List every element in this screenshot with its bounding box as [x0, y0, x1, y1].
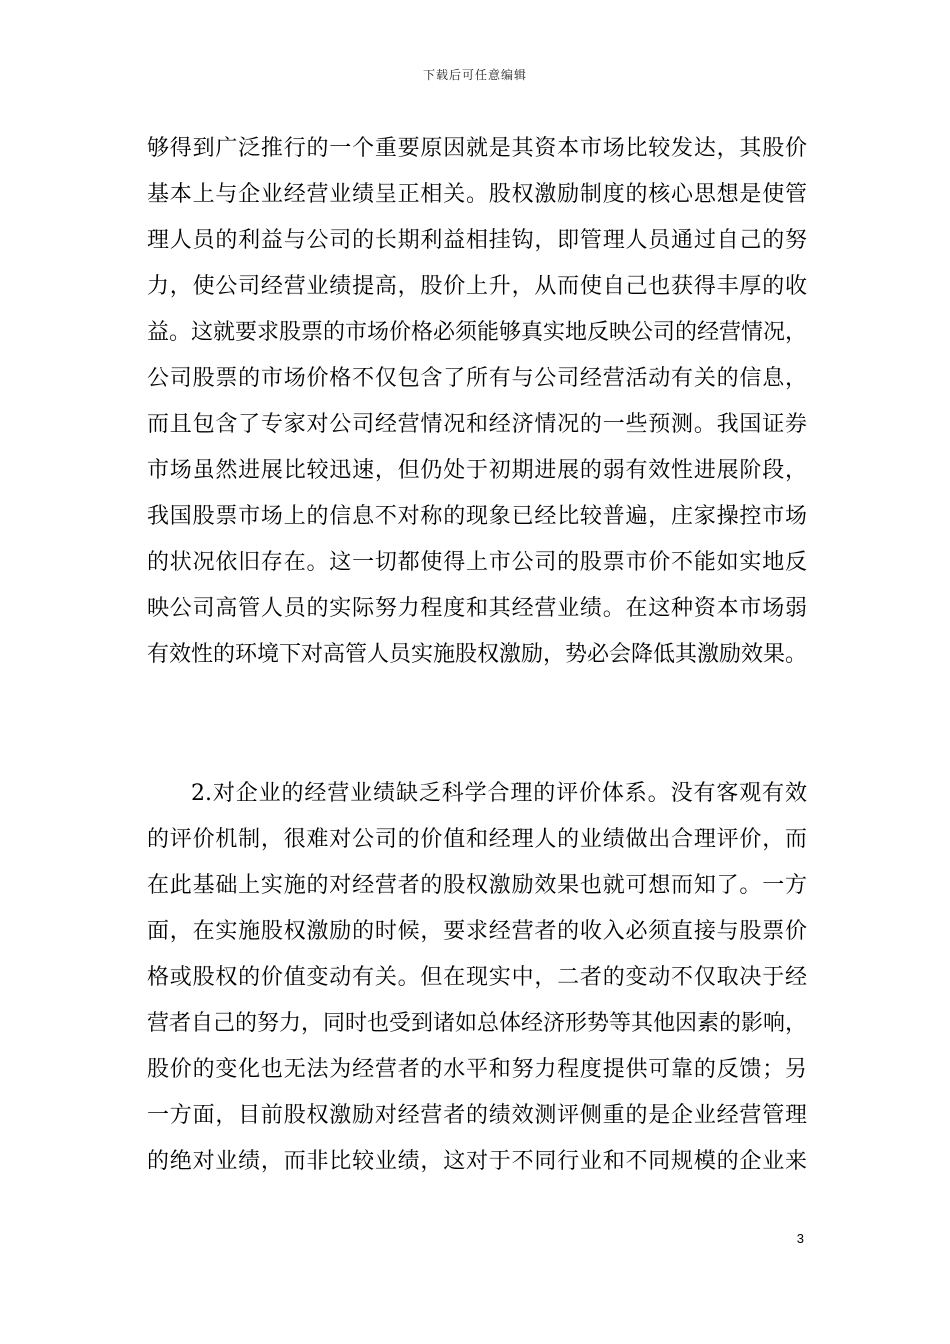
text-line: 一方面，目前股权激励对经营者的绩效测评侧重的是企业经营管理 [147, 1103, 807, 1128]
page-number: 3 [796, 1231, 804, 1246]
text-line: 面，在实施股权激励的时候，要求经营者的收入必须直接与股票价 [147, 919, 807, 944]
text-line: 而且包含了专家对公司经营情况和经济情况的一些预测。我国证券 [147, 412, 807, 437]
text-line: 格或股权的价值变动有关。但在现实中，二者的变动不仅取决于经 [147, 965, 807, 990]
text-line: 的状况依旧存在。这一切都使得上市公司的股票市价不能如实地反 [147, 550, 807, 575]
text-line: 有效性的环境下对高管人员实施股权激励，势必会降低其激励效果。 [147, 642, 808, 667]
text-line: 市场虽然进展比较迅速，但仍处于初期进展的弱有效性进展阶段， [147, 458, 807, 483]
text-line: 力，使公司经营业绩提高，股价上升，从而使自己也获得丰厚的收 [147, 274, 807, 299]
text-line: 映公司高管人员的实际努力程度和其经营业绩。在这种资本市场弱 [147, 596, 807, 621]
text-line: 2.对企业的经营业绩缺乏科学合理的评价体系。没有客观有效 [191, 781, 807, 806]
text-line: 理人员的利益与公司的长期利益相挂钩，即管理人员通过自己的努 [147, 228, 807, 253]
page-header: 下载后可任意编辑 [422, 68, 527, 82]
text-line: 够得到广泛推行的一个重要原因就是其资本市场比较发达，其股价 [147, 136, 807, 161]
text-line: 营者自己的努力，同时也受到诸如总体经济形势等其他因素的影响， [147, 1011, 808, 1036]
text-line: 的绝对业绩，而非比较业绩，这对于不同行业和不同规模的企业来 [147, 1149, 807, 1174]
text-line: 益。这就要求股票的市场价格必须能够真实地反映公司的经营情况， [147, 320, 808, 345]
text-line: 公司股票的市场价格不仅包含了所有与公司经营活动有关的信息， [147, 366, 807, 391]
text-line: 我国股票市场上的信息不对称的现象已经比较普遍，庄家操控市场 [147, 504, 807, 529]
text-line: 在此基础上实施的对经营者的股权激励效果也就可想而知了。一方 [147, 873, 807, 898]
text-line: 股价的变化也无法为经营者的水平和努力程度提供可靠的反馈；另 [147, 1057, 807, 1082]
text-line: 基本上与企业经营业绩呈正相关。股权激励制度的核心思想是使管 [147, 182, 807, 207]
text-line: 的评价机制，很难对公司的价值和经理人的业绩做出合理评价，而 [147, 827, 807, 852]
